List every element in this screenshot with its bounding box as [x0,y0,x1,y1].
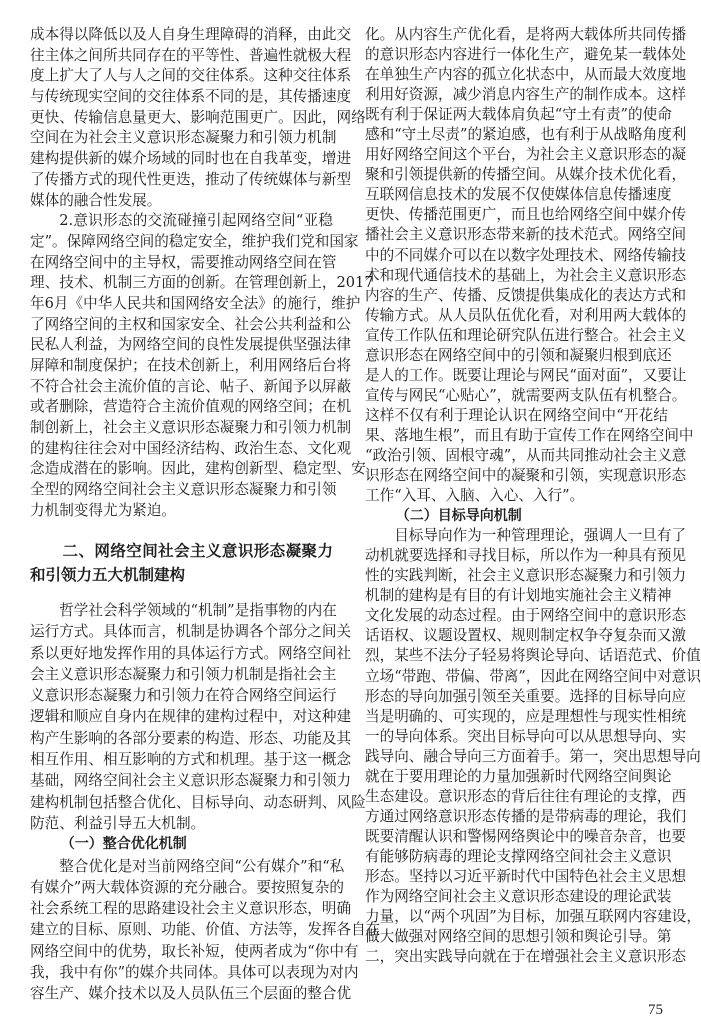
text-line: 话语权、议题设置权、规则制定权争夺复杂而又激 [365,627,687,645]
text-line: 既有利于保证两大载体肩负起“守土有责”的使命 [365,106,672,124]
text-line: 果、落地生根”，而且有助于宣传工作在网络空间中 [365,426,694,444]
left-text-block-a [30,25,374,522]
text-line: 在单独生产内容的孤立化状态中，从而最大效度地 [365,66,687,84]
text-line: 互联网信息技术的发展不仅使媒体信息传播速度 [365,186,672,204]
text-line: “政治引领、固根守魂”，从而共同推动社会主义意 [365,446,687,464]
text-line: 中的不同媒介可以在以数字处理技术、网络传输技 [365,246,687,264]
text-line: 有能够防病毒的理论支撑网络空间社会主义意识 [365,847,672,865]
text-line: 逻辑和顺应自身内在规律的建构过程中，对这种建 [30,708,352,726]
paragraph [30,25,366,211]
text-line: 不符合社会主流价值的言论、帖子、新闻予以屏蔽 [30,377,352,395]
text-line: 利用好资源，减少消息内容生产的制作成本。这样 [365,86,687,104]
text-line: 建构提供新的媒介场域的同时也在自我革变，增进 [30,150,352,168]
text-line: （二）目标导向机制 [395,508,522,525]
text-line: 这样不仅有利于理论认识在网络空间中“开花结 [365,406,668,424]
text-line: 网络空间中的优势，取长补短，使两者成为“你中有 [30,942,359,960]
text-line: 理、技术、机制三方面的创新。在管理创新上，2017 [30,274,374,292]
text-line: 民私人利益，为网络空间的良性发展提供坚强法律 [30,336,352,354]
paragraph [365,526,701,967]
text-line: 形态的导向加强引领至关重要。选择的目标导向应 [365,687,687,705]
text-line: 宣传与网民“心贴心”，就需要两支队伍有机整合。 [365,386,687,404]
text-line: 目标导向作为一种管理理论，强调人一旦有了 [394,527,687,545]
text-line: 建立的目标、原则、功能、价值、方法等，发挥各自在 [30,921,381,939]
text-line: 成本得以降低以及人自身生理障碍的消释，由此交 [30,26,352,43]
text-line: 术和现代通信技术的基础上，为社会主义意识形态 [365,266,687,284]
section-heading [30,539,333,587]
text-line: 往主体之间所共同存在的平等性、普遍性就极大程 [30,46,352,64]
text-line: 用好网络空间这个平台，为社会主义意识形态的凝 [365,146,687,164]
text-line: 识形态在网络空间中的凝聚和引领，实现意识形态 [365,467,687,485]
text-line: 容生产、媒介技术以及人员队伍三个层面的整合优 [30,985,352,1003]
text-line: 力量，以“两个巩固”为目标，加强互联网内容建设， [365,908,701,926]
text-line: 了传播方式的现代性更迭，推动了传统媒体与新型 [30,170,352,188]
text-line: 会主义意识形态凝聚力和引领力机制是指社会主 [30,665,337,683]
text-line: 更快、传播范围更广，而且也给网络空间中媒介传 [365,206,687,224]
text-line: 内容的生产、传播、反馈提供集成化的表达方式和 [365,286,687,304]
text-line: 宣传工作队伍和理论研究队伍进行整合。社会主义 [365,326,687,344]
text-line: 了网络空间的主权和国家安全、社会公共利益和公 [30,315,352,333]
text-line: 有媒介”两大载体资源的充分融合。要按照复杂的 [30,878,344,896]
text-line: 相互作用、相互影响的方式和机理。基于这一概念 [30,751,352,769]
text-line: 力机制变得尤为紧迫。 [30,501,176,519]
text-line: 建构机制包括整合优化、目标导向、动态研判、风险 [30,793,366,811]
text-line: 文化发展的动态过程。由于网络空间中的意识形态 [365,607,687,625]
text-line: 空间在为社会主义意识形态凝聚力和引领力机制 [30,129,337,147]
text-line: 整合优化是对当前网络空间“公有媒介”和“私 [59,857,345,875]
text-line: 做大做强对网络空间的思想引领和舆论引导。第 [365,928,672,946]
text-line: 运行方式。具体而言，机制是协调各个部分之间关 [30,623,352,641]
page-number: 75 [648,1002,663,1018]
text-line: 或者删除，营造符合主流价值观的网络空间；在机 [30,398,352,416]
text-line: 立场“带跑、带偏、带离”，因此在网络空间中对意识 [365,667,701,685]
subsection-heading [365,506,668,526]
section-heading-line: 和引领力五大机制建构 [30,566,186,584]
section-heading-line: 二、网络空间社会主义意识形态凝聚力 [62,542,333,560]
text-line: 感和“守土尽责”的紧迫感，也有利于从战略角度利 [365,126,687,144]
text-line: 二，突出实践导向就在于在增强社会主义意识形态 [365,948,687,966]
text-line: 念造成潜在的影响。因此，建构创新型、稳定型、安 [30,460,366,478]
text-line: 哲学社会科学领域的“机制”是指事物的内在 [59,602,337,619]
text-line: 我，我中有你”的媒介共同体。具体可以表现为对内 [30,964,359,982]
text-line: 践导向、融合导向三方面着手。第一，突出思想导向 [365,747,701,765]
text-line: 防范、利益引导五大机制。 [30,814,206,832]
text-line: 全型的网络空间社会主义意识形态凝聚力和引领 [30,481,337,499]
text-line: 作为网络空间社会主义意识形态建设的理论武装 [365,888,672,906]
text-line: 化。从内容生产优化看，是将两大载体所共同传播 [365,26,687,43]
paragraph [365,25,694,506]
text-line: 方通过网络意识形态传播的是带病毒的理论，我们 [365,807,687,825]
text-line: 烈，某些不法分子轻易将舆论导向、话语范式、价值 [365,647,701,665]
paragraph [30,856,381,1005]
text-line: 当是明确的、可实现的，应是理想性与现实性相统 [365,707,687,725]
text-line: 2.意识形态的交流碰撞引起网络空间“亚稳 [59,212,333,230]
paragraph [30,600,366,834]
right-text-block [365,25,701,967]
text-line: 社会系统工程的思路建设社会主义意识形态，明确 [30,900,352,918]
text-line: 机制的建构是有目的有计划地实施社会主义精神 [365,587,672,605]
text-line: 在网络空间中的主导权，需要推动网络空间在管 [30,253,337,271]
text-line: 制创新上，社会主义意识形态凝聚力和引领力机制 [30,419,352,437]
text-line: 构产生影响的各部分要素的构造、形态、功能及其 [30,729,352,747]
text-line: 传输方式。从人员队伍优化看，对利用两大载体的 [365,306,687,324]
text-line: 一的导向体系。突出目标导向可以从思想导向、实 [365,727,687,745]
text-line: 更快、传输信息量更大、影响范围更广。因此，网络 [30,108,366,126]
left-text-block-b [30,600,381,1005]
text-line: 定”。保障网络空间的稳定安全，维护我们党和国家 [30,232,359,250]
paragraph [30,211,374,521]
text-line: 就在于要用理论的力量加强新时代网络空间舆论 [365,767,672,785]
text-line: 既要清醒认识和警惕网络舆论中的噪音杂音，也要 [365,827,687,845]
text-line: 性的实践判断，社会主义意识形态凝聚力和引领力 [365,567,687,585]
text-line: 与传统现实空间的交往体系不同的是，其传播速度 [30,88,352,106]
text-line: （一）整合优化机制 [60,836,187,853]
text-line: 基础，网络空间社会主义意识形态凝聚力和引领力 [30,772,352,790]
text-line: 工作“入耳、入脑、入心、入行”。 [365,487,585,505]
text-line: 的建构往往会对中国经济结构、政治生态、文化观 [30,439,352,457]
text-line: 聚和引领提供新的传播空间。从媒介技术优化看， [365,166,687,184]
text-line: 意识形态在网络空间中的引领和凝聚归根到底还 [365,346,672,364]
text-line: 度上扩大了人与人之间的交往体系。这种交往体系 [30,67,352,85]
text-line: 播社会主义意识形态带来新的技术范式。网络空间 [365,226,687,244]
text-line: 动机就要选择和寻找目标，所以作为一种具有预见 [365,547,687,565]
text-line: 生态建设。意识形态的背后往往有理论的支撑，西 [365,787,687,805]
text-line: 义意识形态凝聚力和引领力在符合网络空间运行 [30,687,337,705]
text-line: 系以更好地发挥作用的具体运行方式。网络空间社 [30,644,352,662]
text-line: 屏障和制度保护；在技术创新上，利用网络后台将 [30,357,352,374]
text-line: 年6月《中华人民共和国网络安全法》的施行，维护 [30,294,361,312]
subsection-heading [30,834,333,855]
text-line: 形态。坚持以习近平新时代中国特色社会主义思想 [365,867,687,885]
text-line: 媒体的融合性发展。 [30,191,162,209]
text-line: 的意识形态内容进行一体化生产，避免某一载体处 [365,46,687,64]
text-line: 是人的工作。既要让理论与网民“面对面”，又要让 [365,366,687,384]
